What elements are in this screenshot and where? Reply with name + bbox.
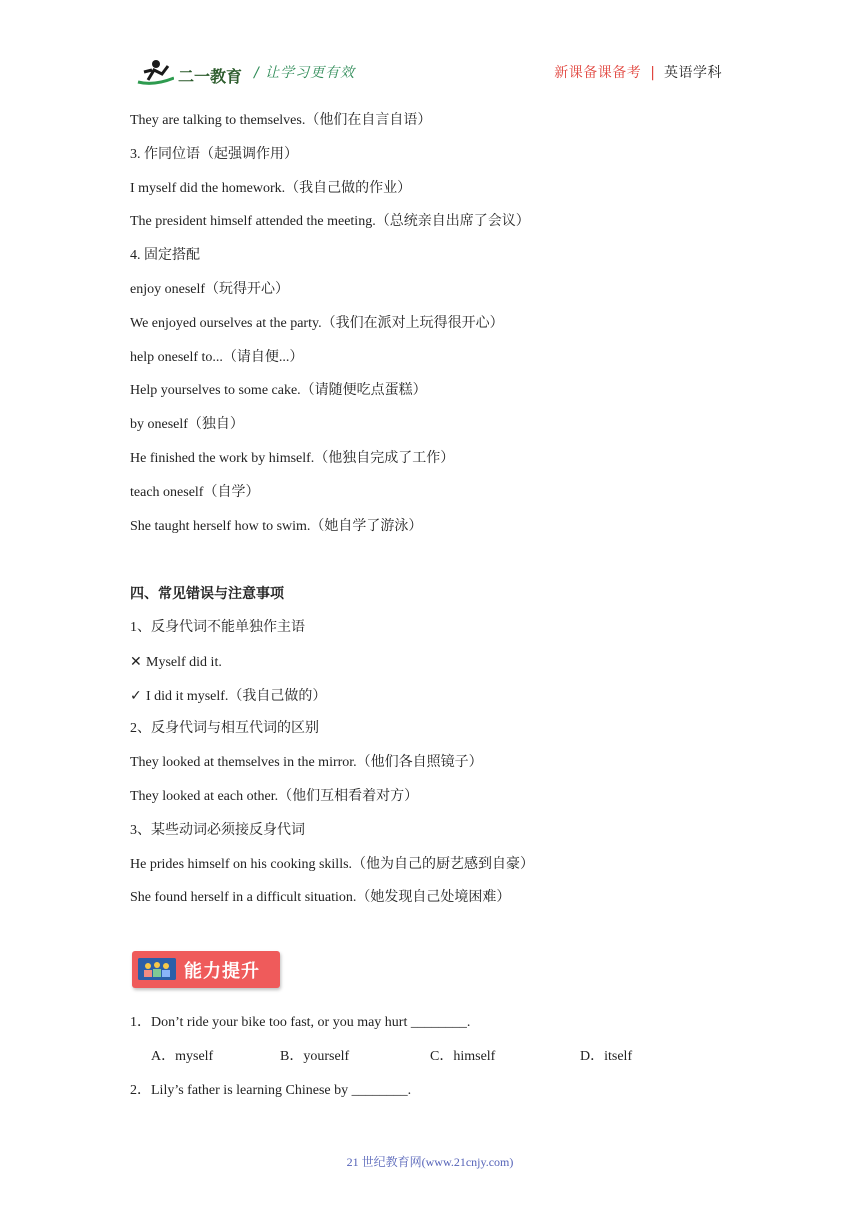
question-2: 2．Lily’s father is learning Chinese by ________. <box>130 1082 412 1098</box>
text-line: teach oneself（自学） <box>130 484 260 500</box>
slogan: / 让学习更有效 <box>254 65 356 81</box>
header-subject: 英语学科 <box>664 65 722 81</box>
text-line: She taught herself how to swim.（她自学了游泳） <box>130 518 423 534</box>
exercise-list <box>130 1013 750 1114</box>
page-footer: 21 世纪教育网(www.21cnjy.com) <box>346 1155 514 1169</box>
text-line: They looked at each other.（他们互相看着对方） <box>130 788 419 804</box>
text-line: Help yourselves to some cake.（请随便吃点蛋糕） <box>130 383 427 399</box>
ability-badge <box>132 951 280 988</box>
wrong-example-text: Myself did it. <box>146 654 222 670</box>
text-line: I myself did the homework.（我自己做的作业） <box>130 180 412 196</box>
option-a: A．myself <box>151 1048 214 1064</box>
section-heading: 四、常见错误与注意事项 <box>130 586 284 603</box>
people-icon <box>138 958 176 980</box>
header-right <box>554 62 722 82</box>
text-line: 3. 作同位语（起强调作用） <box>130 146 298 162</box>
header-tagline: 新课备课备考 <box>554 65 642 81</box>
correct-example <box>130 686 730 720</box>
text-line: He finished the work by himself.（他独自完成了工作） <box>130 450 455 466</box>
question-1-options <box>130 1047 750 1081</box>
logo-icon <box>134 56 246 90</box>
cross-icon: ✕ <box>130 653 142 670</box>
option-b: B．yourself <box>280 1048 350 1064</box>
question-1: 1．Don’t ride your bike too fast, or you may hurt ________. <box>130 1015 471 1030</box>
badge-label: 能力提升 <box>184 961 260 982</box>
text-line: help oneself to...（请自便...） <box>130 349 304 365</box>
wrong-example <box>130 652 730 686</box>
text-line: 1、反身代词不能单独作主语 <box>130 619 305 635</box>
text-line: They looked at themselves in the mirror.（他们各自照镜子） <box>130 755 483 771</box>
page-header <box>0 0 860 100</box>
option-c: C．himself <box>430 1048 496 1064</box>
text-line: 4. 固定搭配 <box>130 248 200 264</box>
text-line: We enjoyed ourselves at the party.（我们在派对上玩得很开心） <box>130 315 504 331</box>
text-line: The president himself attended the meeting.（总统亲自出席了会议） <box>130 214 530 230</box>
text-line: She found herself in a difficult situation.（她发现自己处境困难） <box>130 890 511 906</box>
header-separator: | <box>650 65 655 81</box>
text-line: They are talking to themselves.（他们在自言自语） <box>130 113 432 128</box>
text-line: 2、反身代词与相互代词的区别 <box>130 721 319 737</box>
document-body <box>130 111 730 922</box>
text-line: by oneself（独自） <box>130 417 244 433</box>
check-icon: ✓ <box>130 687 142 704</box>
text-line: enjoy oneself（玩得开心） <box>130 281 290 297</box>
correct-example-text: I did it myself.（我自己做的） <box>146 688 327 704</box>
svg-text:二一教育: 二一教育 <box>178 67 243 86</box>
text-line: 3、某些动词必须接反身代词 <box>130 822 305 838</box>
text-line: He prides himself on his cooking skills.（他为自己的厨艺感到自豪） <box>130 856 535 872</box>
option-d: D．itself <box>580 1048 633 1064</box>
